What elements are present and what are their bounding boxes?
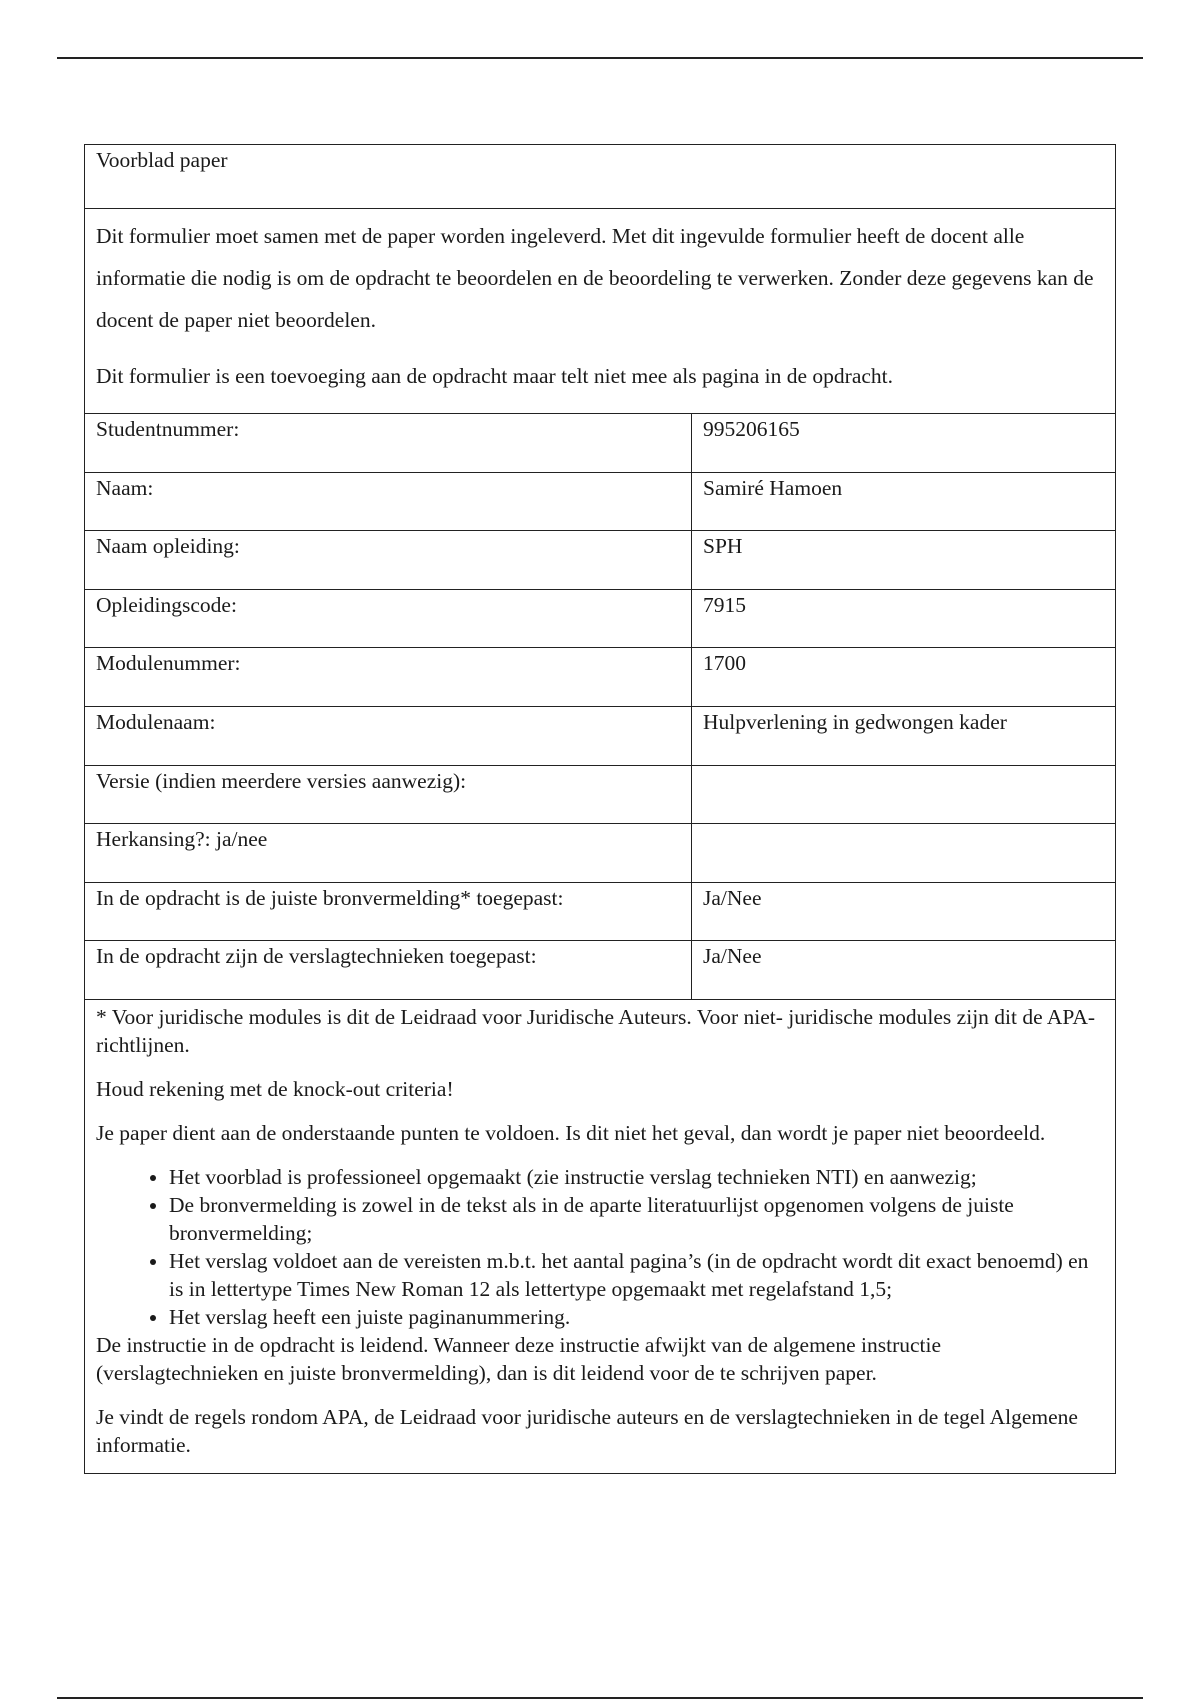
intro-paragraph: Dit formulier is een toevoeging aan de opdracht maar telt niet mee als pagina in de opdracht. (96, 364, 894, 388)
instruction-text: De instructie in de opdracht is leidend. Wanneer deze instructie afwijkt van de algemene instructie (verslagtechnieken en juiste bronvermelding), dan is dit leidend voor de te schrijven paper. (96, 1332, 942, 1385)
list-item: • Het verslag voldoet aan de vereisten m.b.t. het aantal pagina’s (in de opdracht wordt dit exact benoemd) en is in lettertype Times New Roman 12 als lettertype opgemaakt met regelafstand 1,5; (169, 1247, 1104, 1303)
footnote-text: * Voor juridische modules is dit de Leidraad voor Juridische Auteurs. Voor niet- juridische modules zijn dit de APA-richtlijnen. (96, 1004, 1096, 1057)
requirement-text: Je paper dient aan de onderstaande punten te voldoen. Is dit niet het geval, dan wordt je paper niet beoordeeld. (96, 1120, 1046, 1145)
field-row-herkansing (85, 823, 1115, 882)
field-row-naam (85, 472, 1115, 531)
field-row-opleidingscode (85, 589, 1115, 648)
field-row-naam-opleiding (85, 530, 1115, 589)
intro-text (85, 209, 1115, 413)
footer-rule (57, 1697, 1143, 1699)
header-rule (57, 57, 1143, 59)
field-row-verslagtechnieken (85, 940, 1115, 999)
field-value: Ja/Nee (703, 944, 762, 969)
requirements-list (96, 1163, 1104, 1331)
cover-sheet-form (84, 144, 1116, 1474)
field-label: Modulenummer: (85, 648, 692, 706)
field-row-bronvermelding (85, 882, 1115, 941)
field-row-studentnummer (85, 413, 1115, 472)
list-item: • Het verslag heeft een juiste paginanummering. (169, 1303, 1104, 1331)
list-item: • De bronvermelding is zowel in de tekst als in de aparte literatuurlijst opgenomen volgens de juiste bronvermelding; (169, 1191, 1104, 1247)
field-label: Herkansing?: ja/nee (85, 824, 692, 882)
field-value (692, 824, 1115, 882)
field-label: Naam: (85, 473, 692, 531)
field-value: SPH (703, 534, 743, 559)
field-label: Naam opleiding: (85, 531, 692, 589)
field-value: Hulpverlening in gedwongen kader (703, 709, 1007, 734)
notes-row (85, 999, 1115, 1473)
intro-row (85, 208, 1115, 413)
notes-section (85, 1000, 1115, 1473)
field-value: 7915 (703, 592, 746, 617)
list-item: • Het voorblad is professioneel opgemaakt (zie instructie verslag technieken NTI) en aanwezig; (169, 1163, 1104, 1191)
field-value: Ja/Nee (703, 885, 762, 910)
field-row-versie (85, 765, 1115, 824)
form-title: Voorblad paper (96, 148, 228, 172)
field-label: In de opdracht is de juiste bronvermelding* toegepast: (85, 883, 692, 941)
field-value (692, 766, 1115, 824)
field-row-modulenummer (85, 647, 1115, 706)
intro-paragraph: Dit formulier moet samen met de paper worden ingeleverd. Met dit ingevulde formulier heeft de docent alle informatie die nodig is om de opdracht te beoordelen en de beoordeling te verwerken. Zonder deze gegevens kan de docent de paper niet beoordelen. (96, 224, 1094, 332)
field-value: 1700 (703, 651, 746, 676)
field-value: Samiré Hamoen (703, 475, 843, 500)
field-label: In de opdracht zijn de verslagtechnieken toegepast: (85, 941, 692, 999)
field-label: Modulenaam: (85, 707, 692, 765)
knockout-text: Houd rekening met de knock-out criteria! (96, 1076, 454, 1101)
field-row-modulenaam (85, 706, 1115, 765)
field-label: Versie (indien meerdere versies aanwezig): (85, 766, 692, 824)
field-label: Studentnummer: (85, 414, 692, 472)
field-value: 995206165 (703, 417, 800, 441)
form-title-row (85, 145, 1115, 208)
field-label: Opleidingscode: (85, 590, 692, 648)
rules-text: Je vindt de regels rondom APA, de Leidraad voor juridische auteurs en de verslagtechnieken in de tegel Algemene informatie. (96, 1404, 1078, 1457)
